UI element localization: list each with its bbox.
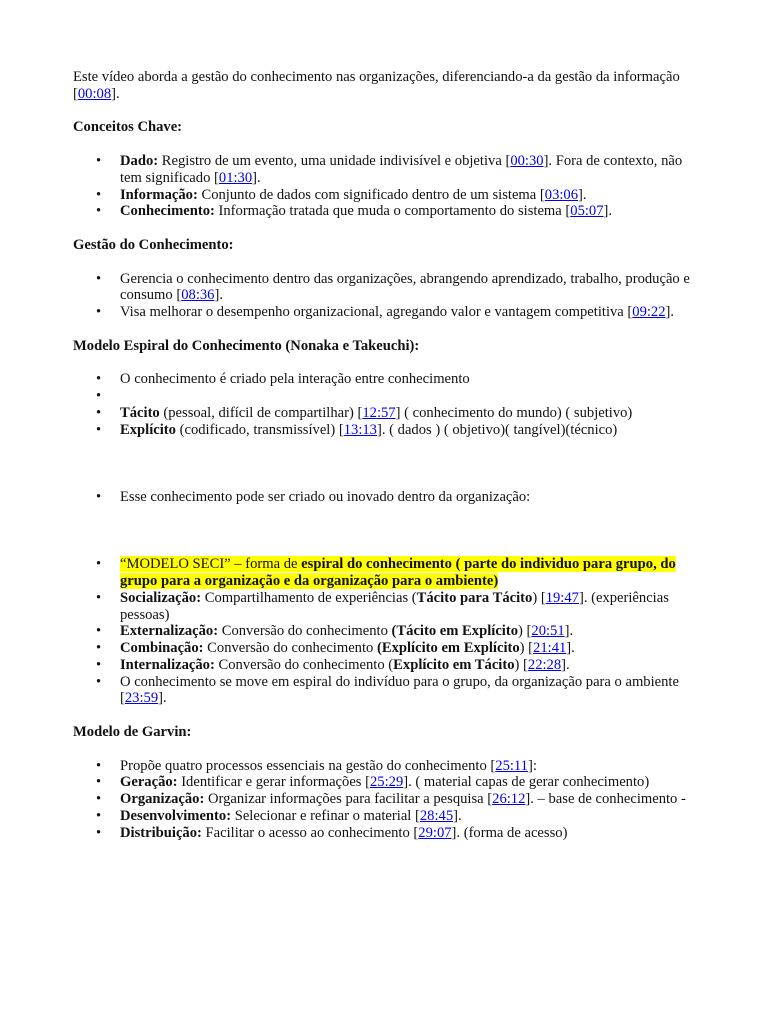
list-item-modelo-seci: • “MODELO SECI” – forma de espiral do conhecimento ( parte do individuo para grupo, do grupo para a organização e da organização para o ambiente) — [120, 556, 703, 590]
list-item: • Propõe quatro processos essenciais na gestão do conhecimento [25:11]: — [120, 758, 703, 775]
list-item-empty — [120, 388, 703, 405]
list-item: • O conhecimento é criado pela interação entre conhecimento — [120, 371, 703, 388]
criado-list — [73, 489, 703, 506]
document-page — [73, 69, 703, 842]
heading-modelo-espiral: Modelo Espiral do Conhecimento (Nonaka e Takeuchi): — [73, 337, 420, 354]
seci-list — [73, 556, 703, 707]
list-item-socializacao: • Socialização: Compartilhamento de experiências (Tácito para Tácito) [19:47]. (experiências pessoas) — [120, 590, 703, 624]
list-item-combinacao: • Combinação: Conversão do conhecimento (Explícito em Explícito) [21:41]. — [120, 640, 703, 657]
gestao-list — [73, 271, 703, 321]
timestamp-link[interactable]: 29:07 — [418, 824, 452, 841]
timestamp-link[interactable]: 28:45 — [419, 808, 454, 825]
heading-modelo-garvin: Modelo de Garvin: — [73, 724, 192, 741]
list-item-distribuicao: • Distribuição: Facilitar o acesso ao conhecimento [29:07]. (forma de acesso) — [120, 825, 703, 842]
timestamp-link[interactable]: 12:57 — [362, 404, 396, 421]
timestamp-link[interactable]: 03:06 — [544, 186, 579, 203]
list-item-conhecimento: • Conhecimento: Informação tratada que muda o comportamento do sistema [05:07]. — [120, 203, 703, 220]
garvin-list — [73, 758, 703, 842]
list-item-geracao: • Geração: Identificar e gerar informações [25:29]. ( material capas de gerar conhecimento) — [120, 774, 703, 791]
list-item: • O conhecimento se move em espiral do indivíduo para o grupo, da organização para o ambiente [23:59]. — [120, 674, 703, 708]
list-item-informacao: • Informação: Conjunto de dados com significado dentro de um sistema [03:06]. — [120, 187, 703, 204]
list-item: • Visa melhorar o desempenho organizacional, agregando valor e vantagem competitiva [09:22]. — [120, 304, 703, 321]
timestamp-link[interactable]: 05:07 — [570, 203, 604, 220]
timestamp-link[interactable]: 20:51 — [531, 623, 565, 640]
timestamp-link[interactable]: 21:41 — [533, 640, 567, 657]
timestamp-link[interactable]: 01:30 — [218, 169, 253, 186]
intro-paragraph: Este vídeo aborda a gestão do conhecimento nas organizações, diferenciando-a da gestão da informação [00:08]. — [73, 69, 680, 102]
list-item-tacito: • Tácito (pessoal, difícil de compartilhar) [12:57] ( conhecimento do mundo) ( subjetivo) — [120, 405, 703, 422]
timestamp-link[interactable]: 09:22 — [632, 304, 666, 321]
timestamp-link[interactable]: 19:47 — [545, 589, 579, 606]
timestamp-link[interactable]: 26:12 — [492, 791, 526, 808]
list-item-dado: • Dado: Registro de um evento, uma unidade indivisível e objetiva [00:30]. Fora de contexto, não tem significado [01:30]. — [120, 153, 703, 187]
timestamp-link[interactable]: 00:08 — [77, 85, 112, 102]
list-item-desenvolvimento: • Desenvolvimento: Selecionar e refinar o material [28:45]. — [120, 808, 703, 825]
list-item: • Gerencia o conhecimento dentro das organizações, abrangendo aprendizado, trabalho, produção e consumo [08:36]. — [120, 271, 703, 305]
timestamp-link[interactable]: 22:28 — [527, 656, 562, 673]
timestamp-link[interactable]: 25:29 — [370, 774, 404, 791]
timestamp-link[interactable]: 13:13 — [343, 421, 377, 438]
list-item: • Esse conhecimento pode ser criado ou inovado dentro da organização: — [120, 489, 703, 506]
timestamp-link[interactable]: 08:36 — [181, 287, 215, 304]
list-item-externalizacao: • Externalização: Conversão do conhecimento (Tácito em Explícito) [20:51]. — [120, 623, 703, 640]
list-item-explicito: • Explícito (codificado, transmissível) [13:13]. ( dados ) ( objetivo)( tangível)(técnico) — [120, 422, 703, 439]
timestamp-link[interactable]: 00:30 — [510, 152, 544, 169]
conceitos-list — [73, 153, 703, 220]
list-item-organizacao: • Organização: Organizar informações para facilitar a pesquisa [26:12]. – base de conhecimento - — [120, 791, 703, 808]
espiral-list — [73, 371, 703, 438]
list-item-internalizacao: • Internalização: Conversão do conhecimento (Explícito em Tácito) [22:28]. — [120, 657, 703, 674]
timestamp-link[interactable]: 23:59 — [124, 690, 159, 707]
heading-conceitos-chave: Conceitos Chave: — [73, 119, 183, 136]
heading-gestao-conhecimento: Gestão do Conhecimento: — [73, 236, 234, 253]
timestamp-link[interactable]: 25:11 — [495, 757, 528, 774]
